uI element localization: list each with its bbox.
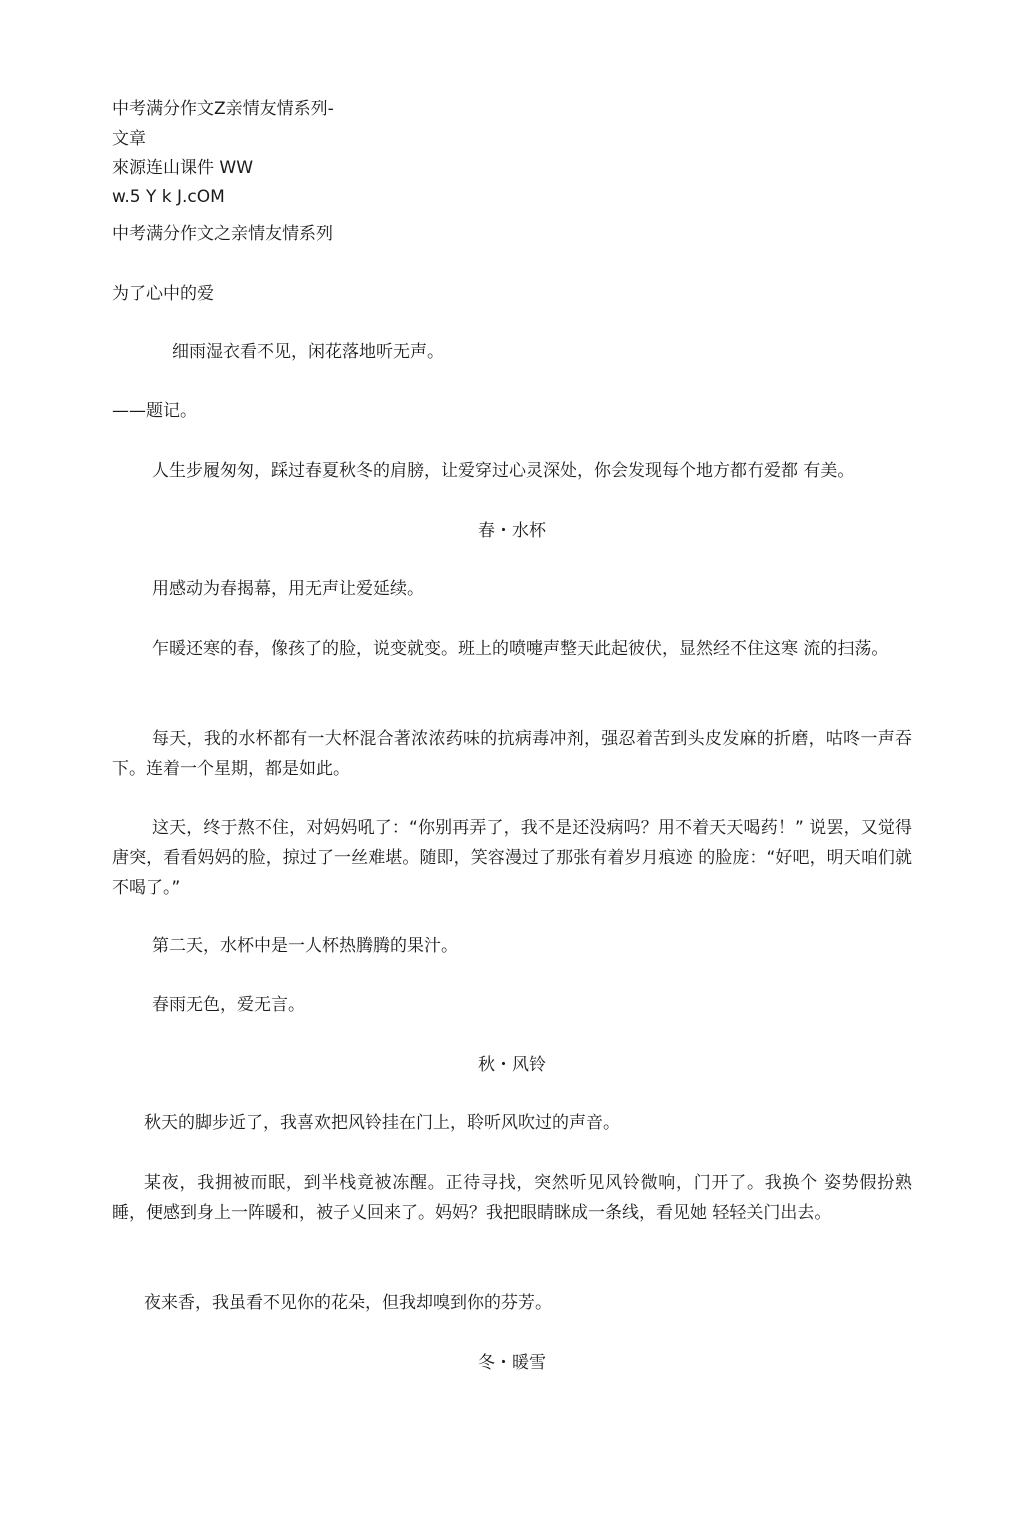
- epigraph-note: ——题记。: [112, 401, 197, 421]
- source-url-line: w.5 Y k J.cOM: [112, 187, 225, 207]
- spring-paragraph-5: 第二天，水杯中是一人杯热腾腾的果汁。: [152, 936, 458, 956]
- epigraph: 细雨湿衣看不见，闲花落地听无声。: [172, 342, 444, 362]
- spring-paragraph-4: 这天，终于熬不住，对妈妈吼了：“你别再弄了，我不是还没病吗？用不着天天喝药！” 说罢，又觉得唐突，看看妈妈的脸，掠过了一丝难堪。随即，笑容漫过了那张有着岁月痕迹 的脸庞：“好吧，明天咱们就不喝了。”: [112, 818, 912, 898]
- spring-paragraph-2: 乍暖还寒的春，像孩了的脸，说变就变。班上的喷嚏声整天此起彼伏，显然经不住这寒 流的扫荡。: [152, 639, 889, 659]
- essay-title: 为了心中的爱: [112, 284, 214, 304]
- autumn-paragraph-1: 秋天的脚步近了，我喜欢把风铃挂在门上，聆听风吹过的声音。: [144, 1113, 620, 1133]
- section-heading-spring: 春・水杯: [478, 521, 546, 541]
- autumn-paragraph-2: 某夜，我拥被而眠，到半栈竟被冻醒。正待寻找，突然听见风铃微响，门开了。我换个 姿势假扮熟睡，便感到身上一阵暖和，被子乂回来了。妈妈？我把眼睛眯成一条线，看见她 轻轻关门出去。: [112, 1173, 912, 1223]
- spring-paragraph-3: 每天，我的水杯都有一大杯混合著浓浓药味的抗病毒冲剂，强忍着苦到头皮发麻的折磨，咕咚一声吞下。连着一个星期，都是如此。: [112, 729, 912, 779]
- series-title: 中考满分作文之亲情友情系列: [112, 224, 333, 244]
- spring-paragraph-1: 用感动为春揭幕，用无声让爱延续。: [152, 579, 424, 599]
- autumn-paragraph-3: 夜来香，我虽看不见你的花朵，但我却嗅到你的芬芳。: [144, 1293, 552, 1313]
- section-heading-winter: 冬・暖雪: [478, 1353, 546, 1373]
- source-title-line: 中考满分作文Z亲情友情系列-: [112, 99, 334, 119]
- spring-paragraph-6: 春雨无色，爱无言。: [152, 995, 305, 1015]
- intro-paragraph: 人生步履匆匆，踩过春夏秋冬的肩膀，让爱穿过心灵深处，你会发现每个地方都冇爱都 有美。: [152, 461, 855, 481]
- source-credit-line: 來源连山课件 WW: [112, 158, 254, 178]
- section-heading-autumn: 秋・风铃: [478, 1055, 546, 1075]
- source-title-line-2: 文章: [112, 129, 146, 149]
